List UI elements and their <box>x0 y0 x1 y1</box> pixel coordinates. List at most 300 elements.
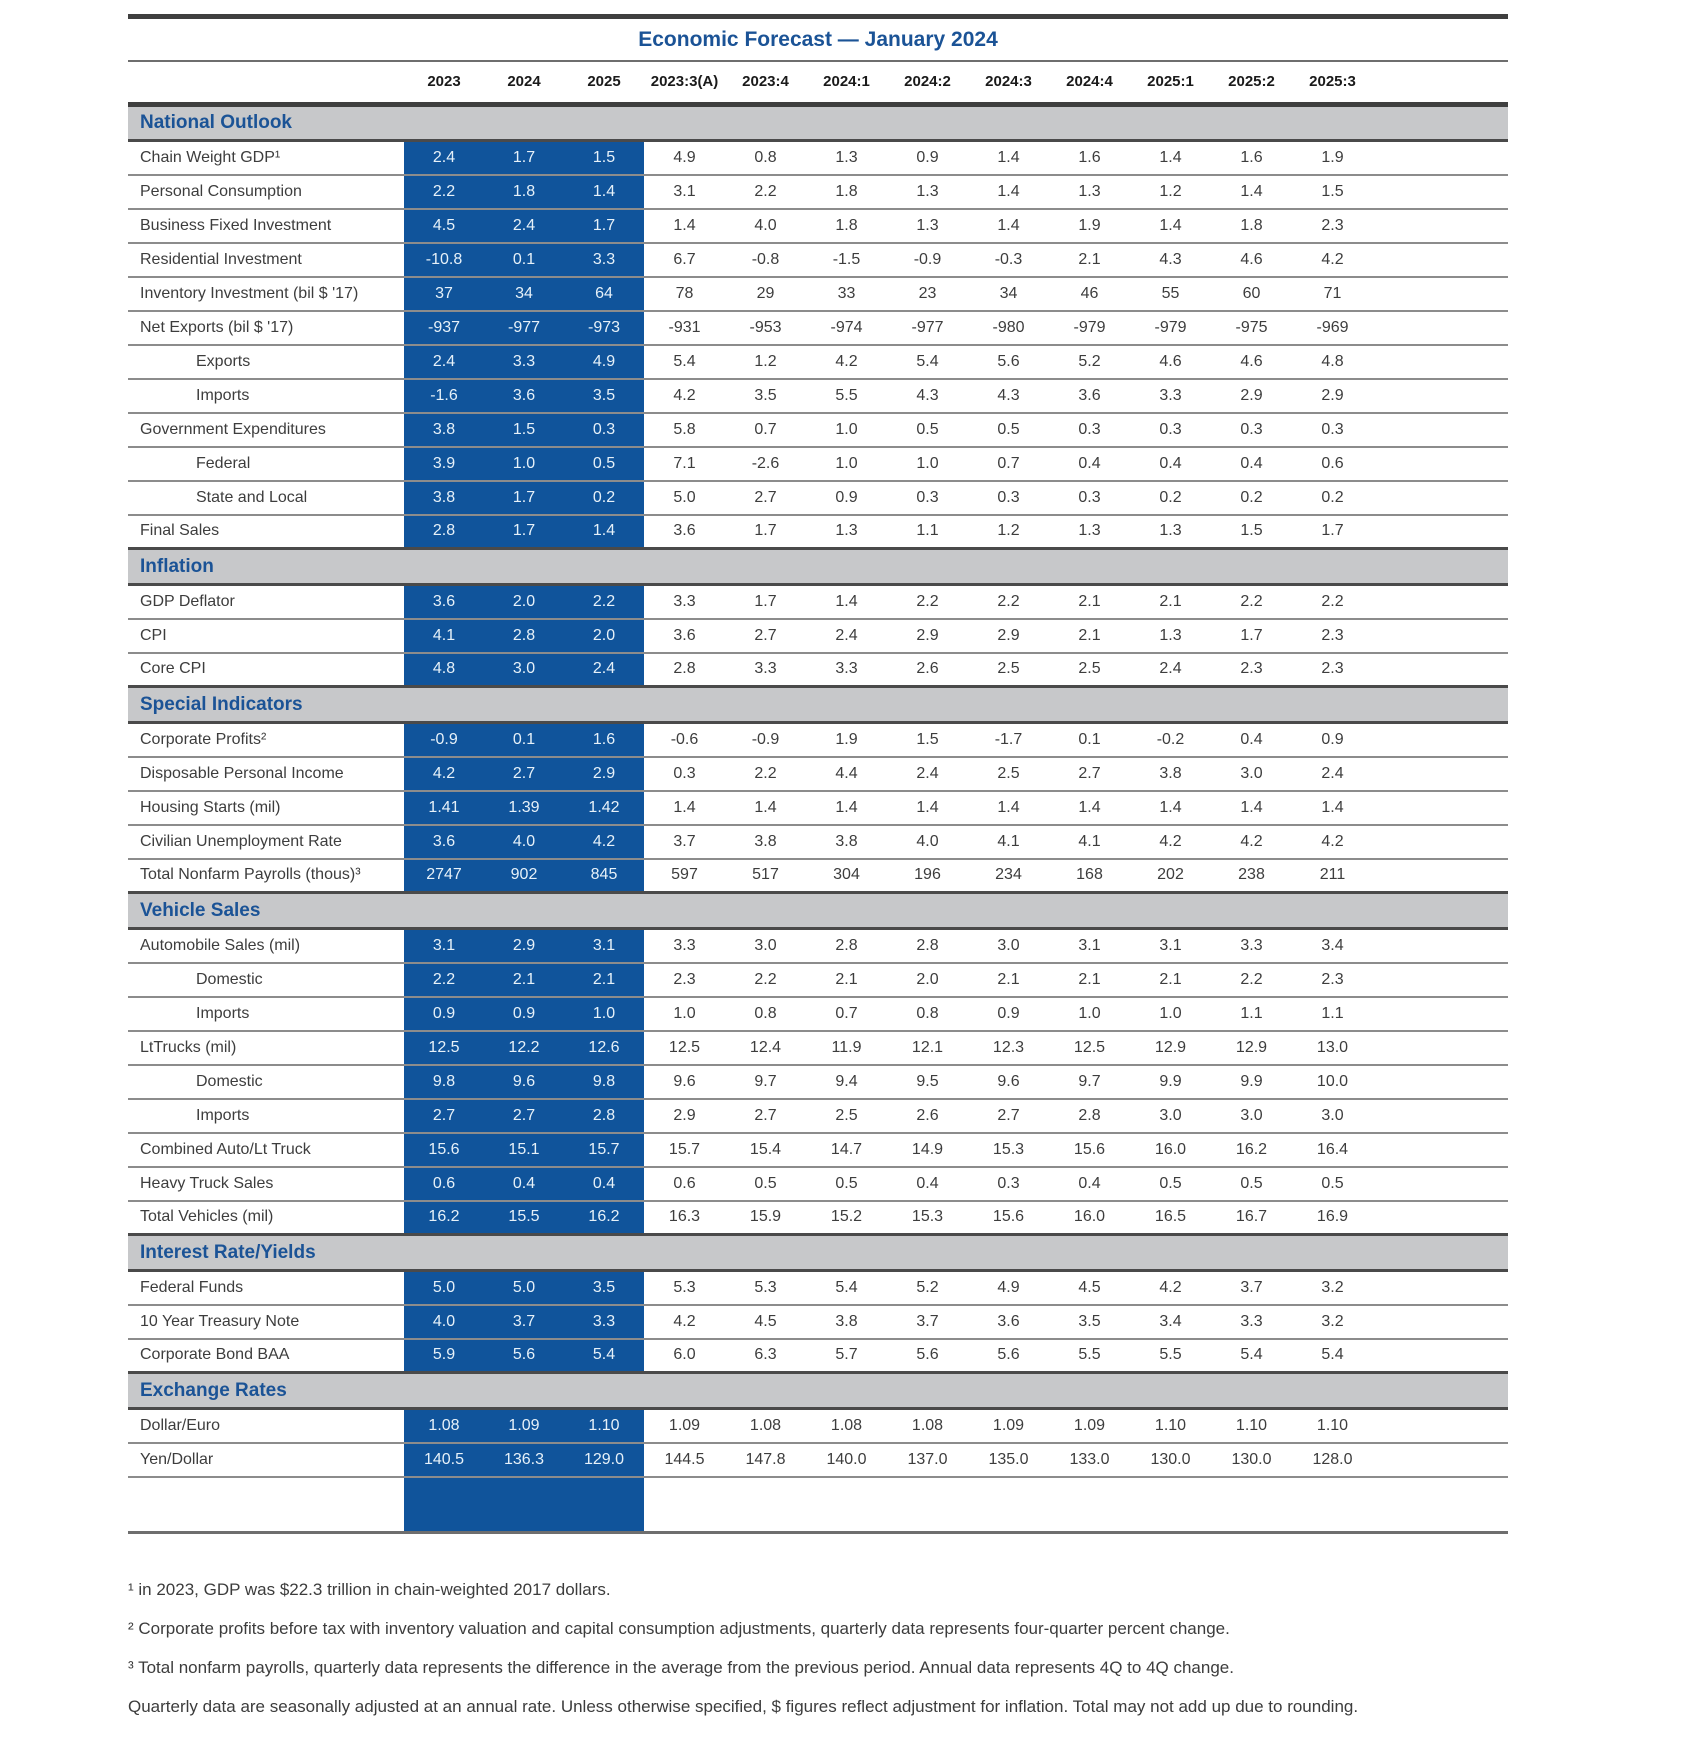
quarter-value-cell: 2.8 <box>644 653 725 687</box>
filler-cell <box>1373 1305 1508 1339</box>
quarter-value-cell: -975 <box>1211 311 1292 345</box>
filler-cell <box>1373 481 1508 515</box>
quarter-value-cell: 1.3 <box>1130 515 1211 549</box>
footnote-2: ² Corporate profits before tax with inventory valuation and capital consumption adjustments, quarterly data represents four-quarter percent change. <box>128 1619 1230 1638</box>
quarter-value-cell: 6.7 <box>644 243 725 277</box>
annual-value-cell: 2.4 <box>404 141 484 175</box>
quarter-value-cell: 9.6 <box>968 1065 1049 1099</box>
filler-cell <box>1373 1409 1508 1443</box>
quarter-value-cell: 5.0 <box>644 481 725 515</box>
quarter-value-cell: 3.7 <box>1211 1271 1292 1305</box>
annual-value-cell: 3.1 <box>564 929 644 963</box>
quarter-value-cell: 4.2 <box>1130 1271 1211 1305</box>
quarter-value-cell: 1.10 <box>1130 1409 1211 1443</box>
quarter-value-cell: 5.3 <box>644 1271 725 1305</box>
tail-quarter-cell <box>806 1477 887 1533</box>
quarter-value-cell: 0.9 <box>1292 723 1373 757</box>
quarter-value-cell: 34 <box>968 277 1049 311</box>
quarter-value-cell: -1.5 <box>806 243 887 277</box>
quarter-value-cell: 1.8 <box>1211 209 1292 243</box>
quarter-value-cell: 3.0 <box>1211 757 1292 791</box>
quarter-value-cell: 15.3 <box>887 1201 968 1235</box>
annual-value-cell: 1.7 <box>564 209 644 243</box>
row-label-cell: Exports <box>128 345 404 379</box>
quarter-value-cell: 3.3 <box>806 653 887 687</box>
table-area <box>128 14 1508 1534</box>
data-row <box>128 345 1508 379</box>
annual-value-cell: -0.9 <box>404 723 484 757</box>
row-label-cell: CPI <box>128 619 404 653</box>
quarter-value-cell: 0.5 <box>968 413 1049 447</box>
annual-value-cell: -973 <box>564 311 644 345</box>
annual-value-cell: 1.7 <box>484 515 564 549</box>
filler-cell <box>1373 1339 1508 1373</box>
filler-cell <box>1373 859 1508 893</box>
quarter-value-cell: 0.5 <box>806 1167 887 1201</box>
annual-value-cell: 902 <box>484 859 564 893</box>
annual-value-cell: 0.4 <box>564 1167 644 1201</box>
quarter-value-cell: 2.8 <box>887 929 968 963</box>
annual-value-cell: 0.1 <box>484 723 564 757</box>
quarter-value-cell: 2.4 <box>1292 757 1373 791</box>
quarter-value-cell: 1.1 <box>1211 997 1292 1031</box>
quarter-value-cell: 2.4 <box>887 757 968 791</box>
annual-value-cell: 15.6 <box>404 1133 484 1167</box>
annual-value-cell: 1.42 <box>564 791 644 825</box>
annual-value-cell: 5.4 <box>564 1339 644 1373</box>
quarter-column-header-7: 2025:2 <box>1211 62 1292 105</box>
annual-value-cell: -10.8 <box>404 243 484 277</box>
filler-cell <box>1373 1201 1508 1235</box>
data-row <box>128 1409 1508 1443</box>
quarter-value-cell: 1.0 <box>1130 997 1211 1031</box>
filler-cell <box>1373 243 1508 277</box>
data-row <box>128 1339 1508 1373</box>
quarter-value-cell: 15.6 <box>1049 1133 1130 1167</box>
annual-value-cell: 0.6 <box>404 1167 484 1201</box>
quarter-value-cell: -0.9 <box>887 243 968 277</box>
quarter-value-cell: 1.10 <box>1211 1409 1292 1443</box>
quarter-value-cell: 4.1 <box>968 825 1049 859</box>
quarter-column-header-5: 2024:4 <box>1049 62 1130 105</box>
data-row <box>128 515 1508 549</box>
quarter-value-cell: 5.5 <box>1130 1339 1211 1373</box>
filler-cell <box>1373 1065 1508 1099</box>
quarter-value-cell: 2.9 <box>968 619 1049 653</box>
row-label-cell: Net Exports (bil $ '17) <box>128 311 404 345</box>
section-title: Exchange Rates <box>140 1379 287 1401</box>
row-label-cell: Dollar/Euro <box>128 1409 404 1443</box>
quarter-value-cell: 0.7 <box>968 447 1049 481</box>
row-label-cell: Federal <box>128 447 404 481</box>
quarter-value-cell: 4.0 <box>725 209 806 243</box>
annual-value-cell: 2.8 <box>564 1099 644 1133</box>
row-label-cell: Residential Investment <box>128 243 404 277</box>
annual-value-cell: 2.0 <box>564 619 644 653</box>
quarter-value-cell: 0.1 <box>1049 723 1130 757</box>
quarter-value-cell: 2.1 <box>1049 963 1130 997</box>
quarter-value-cell: 234 <box>968 859 1049 893</box>
quarter-value-cell: 3.8 <box>806 1305 887 1339</box>
filler-cell <box>1373 277 1508 311</box>
row-label-cell: Civilian Unemployment Rate <box>128 825 404 859</box>
quarter-value-cell: 5.2 <box>887 1271 968 1305</box>
quarter-value-cell: 0.4 <box>1049 1167 1130 1201</box>
annual-value-cell: 2.2 <box>404 963 484 997</box>
data-row <box>128 1065 1508 1099</box>
quarter-value-cell: 3.5 <box>1049 1305 1130 1339</box>
row-label-cell: Total Nonfarm Payrolls (thous)³ <box>128 859 404 893</box>
quarter-value-cell: 202 <box>1130 859 1211 893</box>
quarter-column-header-4: 2024:3 <box>968 62 1049 105</box>
row-label-cell: Imports <box>128 1099 404 1133</box>
tail-quarter-cell <box>887 1477 968 1533</box>
data-row <box>128 653 1508 687</box>
quarter-value-cell: 1.8 <box>806 175 887 209</box>
quarter-value-cell: 5.5 <box>806 379 887 413</box>
quarter-value-cell: 1.0 <box>887 447 968 481</box>
quarter-value-cell: 3.7 <box>887 1305 968 1339</box>
quarter-value-cell: -1.7 <box>968 723 1049 757</box>
quarter-value-cell: 2.3 <box>1292 963 1373 997</box>
quarter-value-cell: 0.2 <box>1130 481 1211 515</box>
annual-value-cell: 9.8 <box>564 1065 644 1099</box>
data-row <box>128 1271 1508 1305</box>
quarter-value-cell: 2.2 <box>1211 585 1292 619</box>
data-row <box>128 929 1508 963</box>
filler-cell <box>1373 413 1508 447</box>
quarter-value-cell: 2.7 <box>725 619 806 653</box>
row-label-cell: Domestic <box>128 963 404 997</box>
quarter-value-cell: 2.8 <box>806 929 887 963</box>
quarter-value-cell: 0.3 <box>1049 413 1130 447</box>
quarter-value-cell: 4.5 <box>725 1305 806 1339</box>
annual-value-cell: 3.9 <box>404 447 484 481</box>
tail-quarter-cell <box>1130 1477 1211 1533</box>
quarter-value-cell: 2.6 <box>887 1099 968 1133</box>
data-row <box>128 1443 1508 1477</box>
annual-value-cell: 15.1 <box>484 1133 564 1167</box>
quarter-value-cell: 1.0 <box>806 447 887 481</box>
quarter-value-cell: 144.5 <box>644 1443 725 1477</box>
quarter-value-cell: 1.2 <box>725 345 806 379</box>
quarter-column-header-8: 2025:3 <box>1292 62 1373 105</box>
data-row <box>128 791 1508 825</box>
quarter-value-cell: 1.7 <box>1211 619 1292 653</box>
data-row <box>128 1167 1508 1201</box>
quarter-value-cell: 5.4 <box>806 1271 887 1305</box>
annual-value-cell: 64 <box>564 277 644 311</box>
annual-value-cell: 3.7 <box>484 1305 564 1339</box>
tail-annual-cell <box>484 1477 564 1533</box>
quarter-value-cell: 6.3 <box>725 1339 806 1373</box>
quarter-value-cell: 1.4 <box>1211 175 1292 209</box>
quarter-value-cell: -980 <box>968 311 1049 345</box>
annual-value-cell: 4.2 <box>404 757 484 791</box>
annual-value-cell: 1.10 <box>564 1409 644 1443</box>
section-cell <box>128 549 1508 585</box>
quarter-value-cell: 5.4 <box>1292 1339 1373 1373</box>
data-row <box>128 481 1508 515</box>
annual-value-cell: 3.0 <box>484 653 564 687</box>
quarter-value-cell: 3.6 <box>1049 379 1130 413</box>
quarter-value-cell: 1.4 <box>806 585 887 619</box>
quarter-value-cell: 15.7 <box>644 1133 725 1167</box>
section-cell <box>128 1235 1508 1271</box>
quarter-value-cell: 4.6 <box>1211 345 1292 379</box>
quarter-value-cell: 1.5 <box>1211 515 1292 549</box>
quarter-value-cell: 2.1 <box>1049 243 1130 277</box>
quarter-value-cell: 133.0 <box>1049 1443 1130 1477</box>
quarter-value-cell: 3.3 <box>725 653 806 687</box>
filler-cell <box>1373 1031 1508 1065</box>
annual-value-cell: 845 <box>564 859 644 893</box>
quarter-value-cell: 1.7 <box>1292 515 1373 549</box>
annual-value-cell: 9.6 <box>484 1065 564 1099</box>
quarter-value-cell: 3.1 <box>1049 929 1130 963</box>
quarter-value-cell: 1.3 <box>887 175 968 209</box>
annual-value-cell: 9.8 <box>404 1065 484 1099</box>
tail-label-cell <box>128 1477 404 1533</box>
quarter-value-cell: 1.08 <box>725 1409 806 1443</box>
quarter-value-cell: 147.8 <box>725 1443 806 1477</box>
filler-cell <box>1373 997 1508 1031</box>
data-row <box>128 209 1508 243</box>
quarter-value-cell: 3.6 <box>644 619 725 653</box>
quarter-value-cell: 3.4 <box>1130 1305 1211 1339</box>
table-header <box>128 62 1508 105</box>
quarter-value-cell: 0.3 <box>1049 481 1130 515</box>
row-label-cell: LtTrucks (mil) <box>128 1031 404 1065</box>
annual-value-cell: -977 <box>484 311 564 345</box>
section-title: Inflation <box>140 555 214 577</box>
quarter-value-cell: 4.6 <box>1130 345 1211 379</box>
page-title: Economic Forecast — January 2024 <box>638 28 998 51</box>
quarter-value-cell: 0.3 <box>1211 413 1292 447</box>
quarter-value-cell: 15.9 <box>725 1201 806 1235</box>
quarter-value-cell: 1.4 <box>1130 791 1211 825</box>
quarter-value-cell: 12.9 <box>1130 1031 1211 1065</box>
row-label-cell: Heavy Truck Sales <box>128 1167 404 1201</box>
annual-value-cell: 1.4 <box>564 515 644 549</box>
quarter-value-cell: 16.2 <box>1211 1133 1292 1167</box>
filler-cell <box>1373 379 1508 413</box>
filler-cell <box>1373 209 1508 243</box>
tail-annual-cell <box>404 1477 484 1533</box>
quarter-value-cell: 1.4 <box>806 791 887 825</box>
filler-cell <box>1373 345 1508 379</box>
annual-value-cell: 3.6 <box>404 825 484 859</box>
quarter-column-header-3: 2024:2 <box>887 62 968 105</box>
data-row <box>128 585 1508 619</box>
annual-value-cell: 3.5 <box>564 379 644 413</box>
row-label-cell: Imports <box>128 379 404 413</box>
quarter-value-cell: 4.2 <box>1292 243 1373 277</box>
filler-cell <box>1373 1099 1508 1133</box>
quarter-value-cell: 14.9 <box>887 1133 968 1167</box>
quarter-value-cell: 3.0 <box>725 929 806 963</box>
quarter-value-cell: 2.5 <box>968 757 1049 791</box>
row-label-cell: Domestic <box>128 1065 404 1099</box>
row-label-cell: Government Expenditures <box>128 413 404 447</box>
quarter-value-cell: 0.5 <box>1130 1167 1211 1201</box>
row-label-cell: 10 Year Treasury Note <box>128 1305 404 1339</box>
data-row <box>128 413 1508 447</box>
quarter-value-cell: 130.0 <box>1130 1443 1211 1477</box>
annual-value-cell: 2.4 <box>564 653 644 687</box>
data-row <box>128 997 1508 1031</box>
quarter-value-cell: 0.8 <box>725 997 806 1031</box>
section-row <box>128 105 1508 141</box>
annual-value-cell: 3.6 <box>404 585 484 619</box>
annual-value-cell: 5.0 <box>484 1271 564 1305</box>
data-row <box>128 859 1508 893</box>
annual-value-cell: 15.5 <box>484 1201 564 1235</box>
annual-value-cell: 1.08 <box>404 1409 484 1443</box>
quarter-value-cell: 1.4 <box>887 791 968 825</box>
data-row <box>128 723 1508 757</box>
quarter-value-cell: 1.10 <box>1292 1409 1373 1443</box>
quarter-value-cell: 12.4 <box>725 1031 806 1065</box>
data-row <box>128 1305 1508 1339</box>
quarter-value-cell: 1.2 <box>968 515 1049 549</box>
quarter-value-cell: -0.9 <box>725 723 806 757</box>
quarter-value-cell: 1.4 <box>1049 791 1130 825</box>
quarter-value-cell: 1.4 <box>1130 141 1211 175</box>
section-cell <box>128 105 1508 141</box>
quarter-value-cell: 0.4 <box>887 1167 968 1201</box>
quarter-value-cell: 0.4 <box>1211 723 1292 757</box>
row-label-cell: Imports <box>128 997 404 1031</box>
quarter-value-cell: 3.0 <box>968 929 1049 963</box>
filler-cell <box>1373 929 1508 963</box>
quarter-value-cell: 1.0 <box>644 997 725 1031</box>
quarter-value-cell: 1.4 <box>644 791 725 825</box>
annual-value-cell: 0.2 <box>564 481 644 515</box>
data-row <box>128 619 1508 653</box>
quarter-value-cell: 16.7 <box>1211 1201 1292 1235</box>
quarter-value-cell: 2.5 <box>1049 653 1130 687</box>
row-label-cell: Final Sales <box>128 515 404 549</box>
quarter-value-cell: 3.3 <box>1211 929 1292 963</box>
annual-value-cell: 5.0 <box>404 1271 484 1305</box>
annual-value-cell: 4.0 <box>404 1305 484 1339</box>
quarter-value-cell: 3.3 <box>1211 1305 1292 1339</box>
quarter-value-cell: 5.4 <box>1211 1339 1292 1373</box>
filler-cell <box>1373 515 1508 549</box>
quarter-value-cell: 6.0 <box>644 1339 725 1373</box>
quarter-value-cell: 0.9 <box>887 141 968 175</box>
quarter-value-cell: 46 <box>1049 277 1130 311</box>
annual-value-cell: 2.9 <box>484 929 564 963</box>
quarter-value-cell: 1.4 <box>968 141 1049 175</box>
annual-value-cell: 4.5 <box>404 209 484 243</box>
quarter-value-cell: 2.9 <box>1211 379 1292 413</box>
data-row <box>128 141 1508 175</box>
header-row <box>128 62 1508 105</box>
filler-column-header <box>1373 62 1508 105</box>
quarter-value-cell: 1.5 <box>1292 175 1373 209</box>
quarter-value-cell: 0.4 <box>1130 447 1211 481</box>
year-column-header-0: 2023 <box>404 62 484 105</box>
quarter-value-cell: 0.9 <box>806 481 887 515</box>
quarter-value-cell: 0.3 <box>968 481 1049 515</box>
quarter-value-cell: 7.1 <box>644 447 725 481</box>
quarter-value-cell: 55 <box>1130 277 1211 311</box>
row-label-cell: State and Local <box>128 481 404 515</box>
section-row <box>128 687 1508 723</box>
quarter-value-cell: 2.7 <box>1049 757 1130 791</box>
quarter-value-cell: 3.6 <box>644 515 725 549</box>
section-cell <box>128 687 1508 723</box>
annual-value-cell: -1.6 <box>404 379 484 413</box>
quarter-value-cell: 1.4 <box>644 209 725 243</box>
quarter-value-cell: 2.7 <box>725 481 806 515</box>
quarter-value-cell: 4.9 <box>644 141 725 175</box>
quarter-value-cell: 15.6 <box>968 1201 1049 1235</box>
filler-cell <box>1373 585 1508 619</box>
filler-cell <box>1373 1133 1508 1167</box>
quarter-value-cell: 0.8 <box>887 997 968 1031</box>
quarter-value-cell: 1.4 <box>1292 791 1373 825</box>
label-column-header <box>128 62 404 105</box>
quarter-value-cell: 1.3 <box>1049 175 1130 209</box>
filler-cell <box>1373 1271 1508 1305</box>
quarter-value-cell: 1.09 <box>644 1409 725 1443</box>
quarter-value-cell: 4.5 <box>1049 1271 1130 1305</box>
quarter-value-cell: 2.4 <box>806 619 887 653</box>
quarter-value-cell: 2.3 <box>1292 619 1373 653</box>
quarter-value-cell: 0.4 <box>1049 447 1130 481</box>
filler-cell <box>1373 757 1508 791</box>
quarter-value-cell: 0.3 <box>1292 413 1373 447</box>
year-column-header-2: 2025 <box>564 62 644 105</box>
annual-value-cell: 2.7 <box>404 1099 484 1133</box>
quarter-value-cell: -977 <box>887 311 968 345</box>
quarter-value-cell: 211 <box>1292 859 1373 893</box>
quarter-value-cell: 4.2 <box>1211 825 1292 859</box>
annual-value-cell: 2.9 <box>564 757 644 791</box>
annual-value-cell: 0.5 <box>564 447 644 481</box>
quarter-value-cell: 3.3 <box>644 929 725 963</box>
annual-value-cell: 2.0 <box>484 585 564 619</box>
row-label-cell: Federal Funds <box>128 1271 404 1305</box>
row-label-cell: GDP Deflator <box>128 585 404 619</box>
annual-value-cell: 3.8 <box>404 481 484 515</box>
quarter-value-cell: 9.5 <box>887 1065 968 1099</box>
section-row <box>128 1373 1508 1409</box>
quarter-value-cell: 10.0 <box>1292 1065 1373 1099</box>
quarter-value-cell: 16.4 <box>1292 1133 1373 1167</box>
quarter-value-cell: 3.4 <box>1292 929 1373 963</box>
quarter-value-cell: 14.7 <box>806 1133 887 1167</box>
annual-value-cell: 1.0 <box>564 997 644 1031</box>
filler-cell <box>1373 447 1508 481</box>
annual-value-cell: 1.8 <box>484 175 564 209</box>
quarter-value-cell: 4.3 <box>1130 243 1211 277</box>
annual-value-cell: 2.7 <box>484 757 564 791</box>
quarter-value-cell: 5.6 <box>968 345 1049 379</box>
tail-quarter-cell <box>1049 1477 1130 1533</box>
annual-value-cell: 0.3 <box>564 413 644 447</box>
quarter-value-cell: 2.9 <box>887 619 968 653</box>
quarter-value-cell: 2.7 <box>968 1099 1049 1133</box>
quarter-value-cell: -0.2 <box>1130 723 1211 757</box>
annual-value-cell: 3.6 <box>484 379 564 413</box>
quarter-value-cell: 16.3 <box>644 1201 725 1235</box>
quarter-value-cell: 2.2 <box>725 175 806 209</box>
quarter-value-cell: 15.4 <box>725 1133 806 1167</box>
